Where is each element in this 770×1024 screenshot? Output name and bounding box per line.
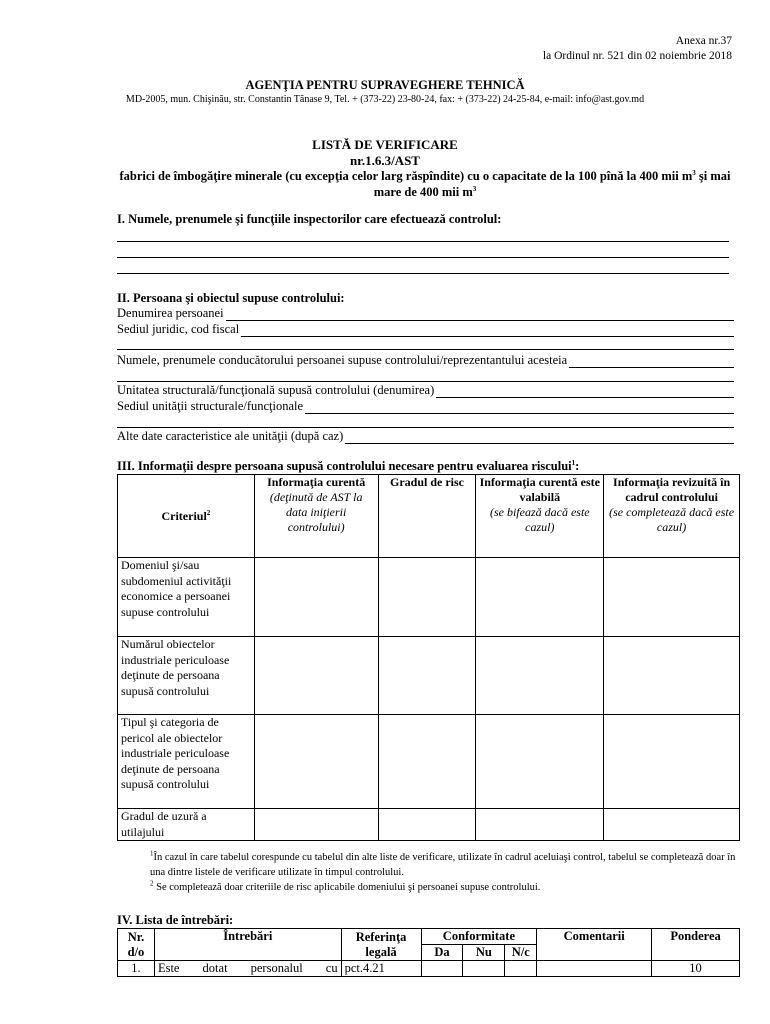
subtitle-part2: şi mai mare de 400 mii m xyxy=(373,169,731,199)
cell-info-curenta[interactable] xyxy=(254,809,378,841)
col-info-curenta-note: (deţinută de AST la data iniţierii controlului) xyxy=(269,490,363,534)
col-valabila xyxy=(476,475,604,558)
footnote-1-sup: 1 xyxy=(150,849,154,858)
col-revizuita-label: Informaţia revizuită în cadrul controlului xyxy=(613,475,731,504)
question-word: Este xyxy=(157,961,180,975)
field-legal-address-label: Sediul juridic, cod fiscal xyxy=(117,322,240,336)
cell-grad[interactable] xyxy=(378,558,476,637)
field-manager-name-line[interactable] xyxy=(569,356,734,368)
field-company-name-label: Denumirea persoanei xyxy=(117,306,224,320)
field-other-data[interactable] xyxy=(117,429,734,444)
section4-heading: IV. Lista de întrebări: xyxy=(117,913,234,927)
cell-info-curenta[interactable] xyxy=(254,558,378,637)
section3-heading-text: III. Informaţii despre persoana supusă controlului necesare pentru evaluarea riscului xyxy=(117,459,572,473)
footnote-1 xyxy=(150,850,740,880)
section2-heading: II. Persoana şi obiectul supuse controlului: xyxy=(117,291,345,305)
document-title-text: LISTĂ DE VERIFICARE xyxy=(312,137,458,152)
col-criteriul xyxy=(118,475,255,558)
field-structural-unit-label: Unitatea structurală/funcţională supusă controlului (denumirea) xyxy=(117,383,435,397)
cell-comment[interactable] xyxy=(537,961,652,977)
section1-heading: I. Numele, prenumele şi funcţiile inspectorilor care efectuează controlul: xyxy=(117,212,502,226)
questions-header-1 xyxy=(118,929,740,945)
question-weight: 10 xyxy=(652,961,740,977)
field-company-name[interactable] xyxy=(117,306,734,321)
table-row xyxy=(118,961,740,977)
subtitle-sup1: 3 xyxy=(692,168,696,177)
col-info-curenta-label: Informaţia curentă xyxy=(267,475,366,489)
footnote-2-sup: 2 xyxy=(150,879,154,888)
agency-name: AGENŢIA PENTRU SUPRAVEGHERE TEHNICĂ xyxy=(245,78,525,92)
cell-revizuita[interactable] xyxy=(604,715,740,809)
footnote-2 xyxy=(150,880,740,895)
inspector-line-3[interactable] xyxy=(117,273,729,274)
cell-revizuita[interactable] xyxy=(604,637,740,715)
blank-line-legal[interactable] xyxy=(117,349,734,350)
annex-order: la Ordinul nr. 521 din 02 noiembrie 2018 xyxy=(542,50,732,62)
col-valabila-label: Informaţia curentă este valabilă xyxy=(479,475,600,504)
col-info-curenta xyxy=(254,475,378,558)
field-manager-name[interactable] xyxy=(117,353,734,368)
col-grad-label: Gradul de risc xyxy=(389,475,464,489)
criterion-wear: Gradul de uzură a utilajului xyxy=(118,809,255,841)
cell-revizuita[interactable] xyxy=(604,809,740,841)
field-company-name-line[interactable] xyxy=(226,309,734,321)
col-grad xyxy=(378,475,476,558)
field-other-data-label: Alte date caracteristice ale unităţii (după caz) xyxy=(117,429,344,443)
cell-valabila[interactable] xyxy=(476,637,604,715)
risk-table-header xyxy=(118,475,740,558)
question-word: personalul xyxy=(250,961,303,975)
table-row xyxy=(118,558,740,637)
questions-table xyxy=(117,928,740,977)
field-legal-address[interactable] xyxy=(117,322,734,337)
cell-nu[interactable] xyxy=(463,961,505,977)
field-unit-address-label: Sediul unităţii structurale/funcţionale xyxy=(117,399,304,413)
field-legal-address-line[interactable] xyxy=(241,325,734,337)
col-comentarii: Comentarii xyxy=(537,929,652,961)
table-row xyxy=(118,637,740,715)
cell-revizuita[interactable] xyxy=(604,558,740,637)
agency-address: MD-2005, mun. Chişinău, str. Constantin Tănase 9, Tel. + (373-22) 23-80-24, fax: + (373-22) 24-25-84, e-mail: info@ast.gov.md xyxy=(125,94,645,105)
section3-heading xyxy=(117,459,579,474)
col-da: Da xyxy=(421,945,463,961)
cell-na[interactable] xyxy=(505,961,537,977)
subtitle-sup2: 3 xyxy=(472,184,477,193)
table-row xyxy=(118,809,740,841)
table-row xyxy=(118,715,740,809)
col-na: N/c xyxy=(505,945,537,961)
section3-heading-end: : xyxy=(575,459,580,473)
risk-table xyxy=(117,474,740,841)
question-text xyxy=(154,961,341,977)
cell-valabila[interactable] xyxy=(476,715,604,809)
criterion-domain: Domeniul şi/sau subdomeniul activităţii economice a persoanei supuse controlului xyxy=(118,558,255,637)
col-intrebari: Întrebări xyxy=(154,929,341,961)
cell-info-curenta[interactable] xyxy=(254,637,378,715)
col-revizuita-note: (se completează dacă este cazul) xyxy=(609,505,735,534)
col-nr: Nr. d/o xyxy=(118,929,155,961)
section3-heading-sup: 1 xyxy=(571,458,576,467)
footnote-1-text: În cazul în care tabelul corespunde cu tabelul din alte liste de verificare, utilizate în cadrul aceluiaşi control, tabelul se completează doar în una dintre listele de verificare utilizate în timpul controlului. xyxy=(150,852,736,878)
annex-number: Anexa nr.37 xyxy=(675,35,732,47)
field-manager-name-label: Numele, prenumele conducătorului persoanei supuse controlului/reprezentantului acesteia xyxy=(117,353,568,367)
blank-line-manager[interactable] xyxy=(117,381,734,382)
subtitle-part1: fabrici de îmbogăţire minerale (cu excepţia celor larg răspîndite) cu o capacitate de la 100 pînă la 400 mii m xyxy=(119,169,693,183)
question-nr: 1. xyxy=(118,961,155,977)
blank-line-unit[interactable] xyxy=(117,427,734,428)
col-revizuita xyxy=(604,475,740,558)
annex-reference xyxy=(543,34,732,64)
col-nu: Nu xyxy=(463,945,505,961)
document-number: nr.1.6.3/AST xyxy=(350,152,420,168)
inspector-line-2[interactable] xyxy=(117,257,729,258)
field-structural-unit[interactable] xyxy=(117,383,734,398)
field-structural-unit-line[interactable] xyxy=(436,386,734,398)
footnote-2-text: Se completează doar criteriile de risc aplicabile domeniului şi persoanei supuse controlului. xyxy=(153,882,541,893)
cell-grad[interactable] xyxy=(378,637,476,715)
cell-info-curenta[interactable] xyxy=(254,715,378,809)
col-referinta: Referinţa legală xyxy=(341,929,421,961)
cell-grad[interactable] xyxy=(378,715,476,809)
cell-da[interactable] xyxy=(421,961,463,977)
question-word: dotat xyxy=(202,961,228,975)
cell-grad[interactable] xyxy=(378,809,476,841)
footnotes xyxy=(150,850,740,895)
inspector-line-1[interactable] xyxy=(117,241,729,242)
col-valabila-note: (se bifează dacă este cazul) xyxy=(489,505,590,534)
document-title xyxy=(0,137,770,168)
criterion-danger-type: Tipul şi categoria de pericol ale obiectelor industriale periculoase deţinute de persoana supusă controlului xyxy=(118,715,255,809)
document-subtitle xyxy=(110,169,740,200)
field-unit-address-line[interactable] xyxy=(305,402,734,414)
criterion-object-count: Numărul obiectelor industriale periculoase deţinute de persoana supusă controlului xyxy=(118,637,255,715)
field-other-data-line[interactable] xyxy=(345,432,734,444)
cell-valabila[interactable] xyxy=(476,558,604,637)
question-word: cu xyxy=(325,961,338,975)
field-unit-address[interactable] xyxy=(117,399,734,414)
col-criteriul-sup: 2 xyxy=(206,508,211,517)
col-ponderea: Ponderea xyxy=(652,929,740,961)
cell-valabila[interactable] xyxy=(476,809,604,841)
col-criteriul-label: Criteriul xyxy=(161,508,207,523)
col-conformitate: Conformitate xyxy=(421,929,537,945)
question-words xyxy=(158,961,338,976)
question-reference: pct.4.21 xyxy=(341,961,421,977)
